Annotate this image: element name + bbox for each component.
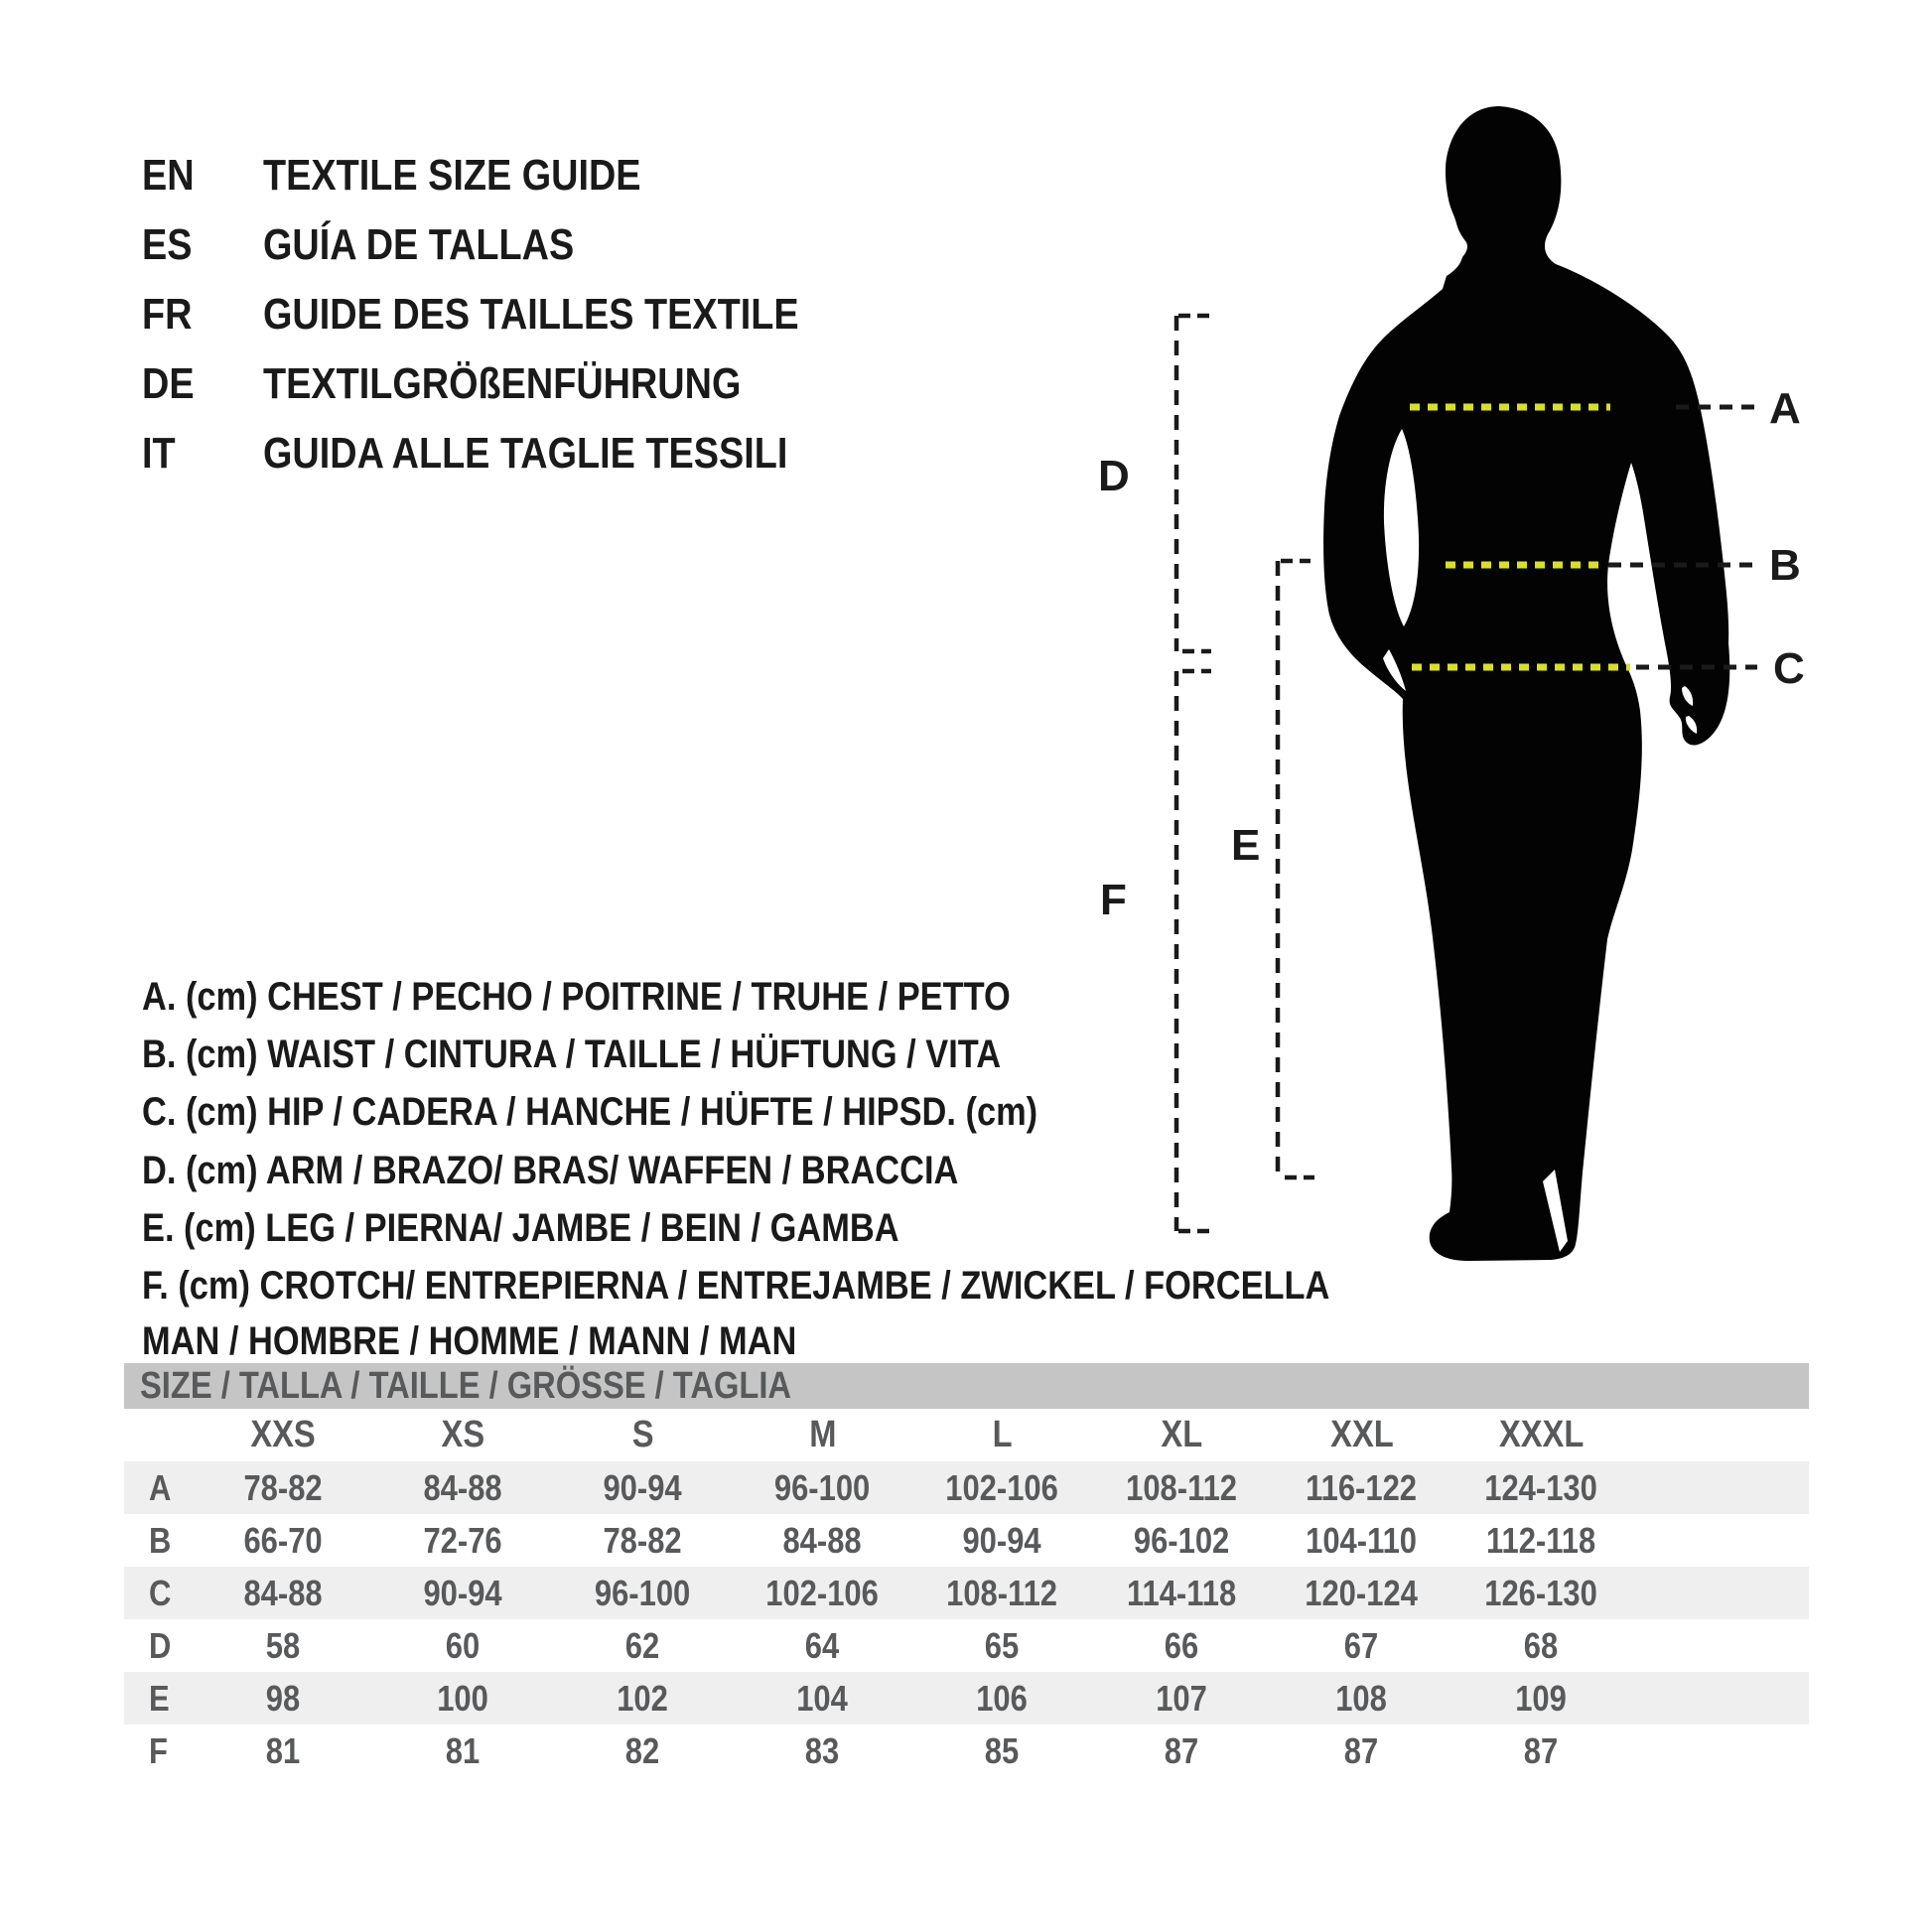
legend-text-arm: D. (cm) ARM / BRAZO/ BRAS/ WAFFEN / BRACCIA	[142, 1148, 959, 1192]
cell-value: 62	[625, 1624, 660, 1666]
cell	[912, 1678, 1092, 1720]
cell-value: 78-82	[243, 1466, 324, 1508]
cell	[733, 1520, 912, 1562]
cell	[1092, 1730, 1272, 1772]
label-arm-d: D	[1098, 452, 1130, 500]
cell	[373, 1625, 553, 1667]
label-leg-e: E	[1231, 821, 1261, 870]
row-label	[124, 1678, 194, 1720]
category-label	[142, 1312, 903, 1370]
cell-value: 66-70	[243, 1519, 324, 1561]
cell-value: 102-106	[945, 1466, 1059, 1508]
row-letter: F	[149, 1729, 168, 1771]
label-waist-b: B	[1769, 541, 1801, 590]
legend-text-crotch: F. (cm) CROTCH/ ENTREPIERNA / ENTREJAMBE / ZWICKEL / FORCELLA	[142, 1264, 1330, 1309]
size-col-s	[553, 1414, 733, 1456]
cell-value: 96-102	[1134, 1519, 1230, 1561]
cell	[1272, 1467, 1451, 1509]
size-label: XL	[1161, 1414, 1203, 1455]
cell-value: 64	[805, 1624, 840, 1666]
cell	[373, 1520, 553, 1562]
size-col-xl	[1092, 1414, 1272, 1456]
cell	[553, 1678, 733, 1720]
cell-value: 102-106	[765, 1572, 880, 1613]
row-letter: C	[149, 1572, 172, 1613]
armpit-gap	[1384, 429, 1419, 626]
size-col-xxxl	[1451, 1414, 1631, 1456]
cell	[733, 1678, 912, 1720]
cell	[194, 1573, 373, 1614]
table-row-c	[124, 1567, 1809, 1619]
cell	[194, 1730, 373, 1772]
cell-value: 90-94	[603, 1466, 683, 1508]
cell-value: 83	[805, 1729, 840, 1771]
label-hip-c: C	[1773, 644, 1805, 693]
table-row-a	[124, 1461, 1809, 1514]
legend-text-leg: E. (cm) LEG / PIERNA/ JAMBE / BEIN / GAMBA	[142, 1205, 899, 1250]
cell	[1272, 1573, 1451, 1614]
cell	[912, 1573, 1092, 1614]
finger-gap-1	[1682, 686, 1693, 706]
row-label	[124, 1467, 194, 1509]
cell	[1272, 1678, 1451, 1720]
legend-item-chest	[142, 968, 1523, 1026]
cell	[733, 1573, 912, 1614]
lang-code-en: EN	[142, 151, 195, 200]
cell-value: 107	[1156, 1677, 1208, 1719]
cell-value: 84-88	[782, 1519, 863, 1561]
cell-value: 116-122	[1306, 1466, 1418, 1508]
cell	[1092, 1678, 1272, 1720]
legend-item-hip	[142, 1084, 1523, 1142]
title-language-block	[142, 141, 886, 488]
cell-value: 72-76	[423, 1519, 503, 1561]
legend-text-hip: C. (cm) HIP / CADERA / HANCHE / HÜFTE / HIPSD. (cm)	[142, 1090, 1038, 1135]
cell	[553, 1625, 733, 1667]
cell-value: 124-130	[1484, 1466, 1598, 1508]
cell-value: 87	[1524, 1729, 1559, 1771]
table-row-d	[124, 1619, 1809, 1672]
size-col-l	[912, 1414, 1092, 1456]
size-label: L	[992, 1414, 1013, 1455]
cell	[1451, 1678, 1631, 1720]
back-leg-gap	[1543, 1170, 1568, 1252]
cell-value: 104	[796, 1677, 849, 1719]
title-en: TEXTILE SIZE GUIDE	[263, 151, 641, 200]
cell-value: 87	[1344, 1729, 1379, 1771]
size-col-m	[733, 1414, 912, 1456]
title-row-it	[142, 419, 886, 488]
size-col-xs	[373, 1414, 553, 1456]
cell	[1451, 1730, 1631, 1772]
size-label: XXXL	[1498, 1414, 1585, 1455]
title-row-de	[142, 349, 886, 419]
cell	[1092, 1467, 1272, 1509]
cell-value: 78-82	[603, 1519, 683, 1561]
cell-value: 104-110	[1306, 1519, 1418, 1561]
cell	[1092, 1573, 1272, 1614]
cell-value: 108-112	[946, 1572, 1058, 1613]
size-label: M	[808, 1414, 837, 1455]
cell	[1272, 1520, 1451, 1562]
cell-value: 66	[1165, 1624, 1199, 1666]
size-table-title: SIZE / TALLA / TAILLE / GRÖSSE / TAGLIA	[140, 1364, 792, 1407]
label-crotch-f: F	[1100, 876, 1127, 924]
title-row-fr	[142, 280, 886, 349]
cell	[373, 1467, 553, 1509]
cell	[733, 1730, 912, 1772]
row-letter: B	[149, 1519, 172, 1561]
size-label: XXS	[250, 1414, 317, 1455]
table-row-b	[124, 1514, 1809, 1567]
cell-value: 126-130	[1484, 1572, 1598, 1613]
cell-value: 102	[617, 1677, 669, 1719]
cell	[1451, 1467, 1631, 1509]
legend-item-leg	[142, 1199, 1523, 1257]
row-label	[124, 1730, 194, 1772]
category-text: MAN / HOMBRE / HOMME / MANN / MAN	[142, 1318, 797, 1363]
legend-item-arm	[142, 1142, 1523, 1199]
cell	[373, 1678, 553, 1720]
lang-code-fr: FR	[142, 290, 193, 339]
title-row-es	[142, 210, 886, 280]
cell-value: 96-100	[774, 1466, 871, 1508]
size-table	[124, 1363, 1809, 1777]
cell-value: 85	[985, 1729, 1020, 1771]
cell	[912, 1520, 1092, 1562]
table-row-f	[124, 1725, 1809, 1777]
cell-value: 58	[266, 1624, 301, 1666]
cell	[1092, 1625, 1272, 1667]
row-label	[124, 1520, 194, 1562]
measurement-legend	[142, 968, 1523, 1315]
cell	[194, 1678, 373, 1720]
cell-value: 60	[446, 1624, 481, 1666]
legend-text-waist: B. (cm) WAIST / CINTURA / TAILLE / HÜFTUNG / VITA	[142, 1032, 1002, 1076]
legend-item-waist	[142, 1026, 1523, 1083]
cell-value: 114-118	[1127, 1572, 1237, 1613]
cell	[373, 1730, 553, 1772]
cell-value: 108	[1335, 1677, 1388, 1719]
cell	[733, 1467, 912, 1509]
cell	[1451, 1573, 1631, 1614]
cell-value: 109	[1515, 1677, 1568, 1719]
size-header-row	[124, 1409, 1809, 1461]
cell-value: 100	[437, 1677, 489, 1719]
cell	[912, 1467, 1092, 1509]
legend-item-crotch	[142, 1257, 1523, 1314]
cell	[1092, 1520, 1272, 1562]
cell	[553, 1467, 733, 1509]
lang-code-it: IT	[142, 429, 176, 478]
row-label	[124, 1625, 194, 1667]
title-it: GUIDA ALLE TAGLIE TESSILI	[263, 429, 788, 478]
cell	[1451, 1520, 1631, 1562]
cell-value: 65	[985, 1624, 1020, 1666]
row-letter: E	[149, 1677, 170, 1719]
cell-value: 96-100	[595, 1572, 691, 1613]
finger-gap-2	[1686, 716, 1697, 734]
cell	[194, 1467, 373, 1509]
cell-value: 81	[446, 1729, 481, 1771]
cell-value: 68	[1524, 1624, 1559, 1666]
cell-value: 108-112	[1126, 1466, 1238, 1508]
title-de: TEXTILGRÖßENFÜHRUNG	[263, 359, 742, 408]
cell-value: 84-88	[423, 1466, 503, 1508]
cell	[553, 1520, 733, 1562]
row-label	[124, 1573, 194, 1614]
cell	[1272, 1625, 1451, 1667]
lang-code-de: DE	[142, 359, 195, 408]
cell-value: 120-124	[1305, 1572, 1419, 1613]
cell	[912, 1730, 1092, 1772]
title-row-en	[142, 141, 886, 210]
cell	[373, 1573, 553, 1614]
cell-value: 81	[266, 1729, 301, 1771]
cell	[553, 1573, 733, 1614]
title-es: GUÍA DE TALLAS	[263, 220, 575, 269]
row-letter: D	[149, 1624, 172, 1666]
cell-value: 90-94	[962, 1519, 1042, 1561]
size-label: XS	[441, 1414, 485, 1455]
cell-value: 106	[976, 1677, 1029, 1719]
table-row-e	[124, 1672, 1809, 1725]
cell-value: 90-94	[423, 1572, 503, 1613]
size-label: XXL	[1329, 1414, 1394, 1455]
cell-value: 82	[625, 1729, 660, 1771]
size-label: S	[631, 1414, 654, 1455]
label-chest-a: A	[1769, 384, 1801, 433]
cell	[912, 1625, 1092, 1667]
cell	[553, 1730, 733, 1772]
cell	[733, 1625, 912, 1667]
cell	[194, 1625, 373, 1667]
legend-text-chest: A. (cm) CHEST / PECHO / POITRINE / TRUHE / PETTO	[142, 974, 1011, 1019]
title-fr: GUIDE DES TAILLES TEXTILE	[263, 290, 799, 339]
row-letter: A	[149, 1466, 172, 1508]
size-table-header-band	[124, 1363, 1809, 1409]
cell	[194, 1520, 373, 1562]
cell-value: 98	[266, 1677, 301, 1719]
cell-value: 67	[1344, 1624, 1379, 1666]
pocket-gap	[1383, 649, 1406, 691]
lang-code-es: ES	[142, 220, 193, 269]
size-col-xxl	[1272, 1414, 1451, 1456]
cell	[1272, 1730, 1451, 1772]
cell-value: 112-118	[1486, 1519, 1596, 1561]
cell-value: 87	[1165, 1729, 1199, 1771]
cell-value: 84-88	[243, 1572, 324, 1613]
cell	[1451, 1625, 1631, 1667]
size-col-xxs	[194, 1414, 373, 1456]
